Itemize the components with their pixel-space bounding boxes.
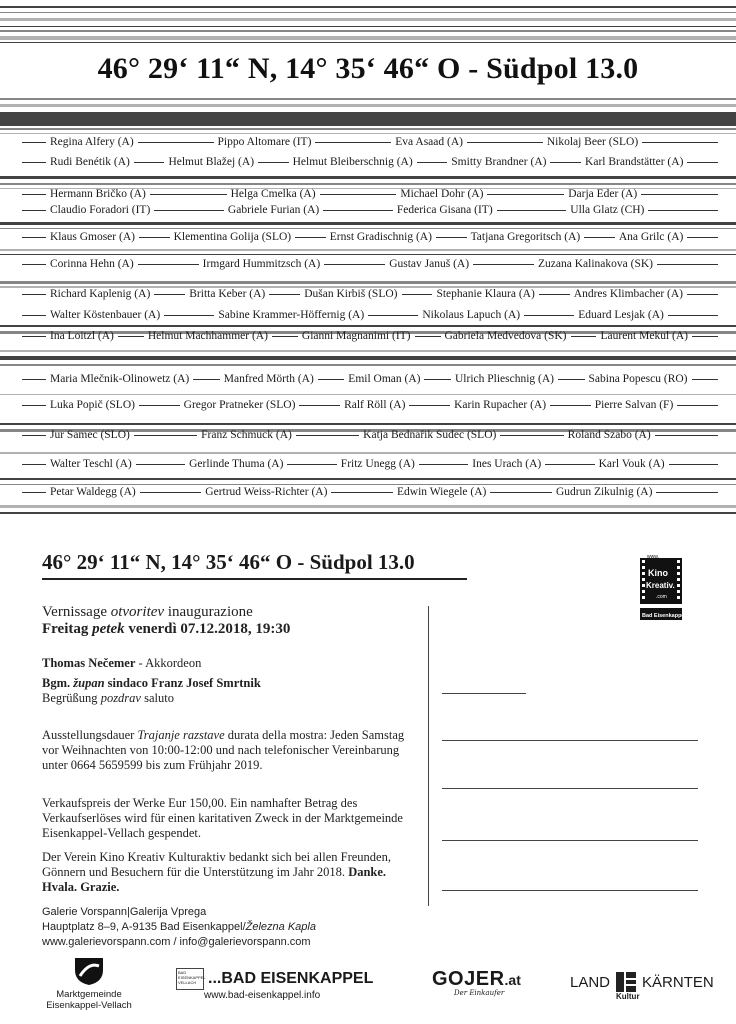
address-line-4 [442, 840, 698, 841]
artist-name: Emil Oman (A) [348, 373, 421, 385]
artist-name: Klaus Gmoser (A) [50, 231, 135, 243]
row-rule [490, 492, 552, 493]
row-rule [22, 142, 46, 143]
decorative-stripe [0, 6, 736, 8]
artist-name: Laurent Mekul (A) [600, 330, 688, 342]
bad-eisenkappel-logo [176, 968, 373, 1001]
kino-logo-www: www. [647, 554, 659, 560]
row-rule [136, 464, 185, 465]
row-rule [320, 194, 397, 195]
decorative-stripe [0, 36, 736, 40]
artist-name: Federica Gisana (IT) [396, 204, 493, 216]
artist-row [22, 134, 722, 150]
artist-name: Gabriela Medvedova (SK) [444, 330, 567, 342]
row-rule [138, 264, 199, 265]
greeting-line: Begrüßung pozdrav saluto [42, 691, 174, 705]
date-line: Freitag petek venerdì 07.12.2018, 19:30 [42, 621, 291, 637]
row-rule [656, 492, 718, 493]
decorative-stripe [0, 18, 736, 21]
row-rule [655, 435, 718, 436]
vernissage-line: Vernissage otvoritev inaugurazione [42, 604, 253, 620]
artist-row [22, 307, 722, 323]
decorative-stripe [0, 12, 736, 13]
row-rule [22, 464, 46, 465]
row-rule [424, 379, 451, 380]
artist-name: Sabina Popescu (RO) [588, 373, 688, 385]
artist-row [22, 456, 722, 472]
sales-paragraph: Verkaufspreis der Werke Eur 150,00. Ein namhafter Betrag des Verkaufserlöses wird für einen karitativen Zweck in der Marktgemeinde Eisenkappel-Vellach gespendet. [42, 796, 403, 840]
artist-name: Corinna Hehn (A) [50, 258, 134, 270]
poster-title: 46° 29‘ 11“ N, 14° 35‘ 46“ O - Südpol 13.0 [97, 52, 639, 85]
artist-name: Roland Szabo (A) [567, 429, 651, 441]
decorative-stripe [0, 183, 736, 185]
artist-name: Karin Rupacher (A) [454, 399, 547, 411]
music-line: Thomas Nečemer - Akkordeon [42, 656, 202, 670]
row-rule [150, 194, 227, 195]
artist-name: Helmut Blažej (A) [168, 156, 255, 168]
row-rule [550, 162, 581, 163]
gojer-logo: GOJER.at Der Einkaufer [432, 968, 521, 997]
artist-name: Zuzana Kalinakova (SK) [538, 258, 653, 270]
artist-name: Gertrud Weiss-Richter (A) [205, 486, 328, 498]
row-rule [368, 315, 418, 316]
bad-eisenkappel-label: ...BAD EISENKAPPEL [208, 970, 374, 987]
row-rule [497, 210, 567, 211]
artist-name: Regina Alfery (A) [50, 136, 134, 148]
row-rule [22, 405, 46, 406]
decorative-stripe [0, 30, 736, 32]
row-rule [22, 162, 46, 163]
thanks-paragraph: Der Verein Kino Kreativ Kulturaktiv bedankt sich bei allen Freunden, Gönnern und Besuchern für die Unterstützung im Jahr 2018. Danke. Hvala. Grazie. [42, 850, 391, 894]
row-rule [642, 142, 718, 143]
artist-name: Ernst Gradischnig (A) [329, 231, 432, 243]
row-rule [315, 142, 391, 143]
row-rule [677, 405, 718, 406]
artist-name: Gregor Pratneker (SLO) [183, 399, 296, 411]
row-rule [419, 464, 468, 465]
artist-name: Nikolaus Lapuch (A) [422, 309, 521, 321]
row-rule [140, 492, 202, 493]
artist-name: Irmgard Hummitzsch (A) [202, 258, 321, 270]
artist-name: Maria Mlečnik-Olinowetz (A) [50, 373, 190, 385]
address-line-3 [442, 788, 698, 789]
row-rule [539, 294, 570, 295]
artist-name: Walter Köstenbauer (A) [50, 309, 161, 321]
artist-name: Gabriele Furian (A) [227, 204, 320, 216]
row-rule [22, 336, 46, 337]
decorative-stripe [0, 452, 736, 454]
row-rule [558, 379, 585, 380]
artist-name: Britta Keber (A) [189, 288, 266, 300]
row-rule [641, 194, 718, 195]
artist-row [22, 371, 722, 387]
row-rule [296, 435, 359, 436]
decorative-stripe [0, 478, 736, 480]
artist-name: Darja Eder (A) [568, 188, 638, 200]
decorative-stripe [0, 26, 736, 27]
decorative-stripe [0, 423, 736, 425]
artist-name: Pierre Salvan (F) [594, 399, 674, 411]
artist-name: Eduard Lesjak (A) [578, 309, 664, 321]
marktgemeinde-logo [44, 956, 134, 1011]
artist-row [22, 229, 722, 245]
row-rule [648, 210, 718, 211]
row-rule [299, 405, 340, 406]
row-rule [269, 294, 300, 295]
artist-name: Helmut Machhammer (A) [147, 330, 268, 342]
row-rule [22, 315, 46, 316]
artist-row [22, 186, 722, 202]
invitation-title: 46° 29‘ 11“ N, 14° 35‘ 46“ O - Südpol 13.0 [42, 550, 415, 574]
artist-name: Michael Dohr (A) [400, 188, 484, 200]
bad-eisenkappel-small-logo: BAD EISENKAPPEL VELLACH [176, 968, 204, 990]
row-rule [500, 435, 563, 436]
row-rule [487, 194, 564, 195]
kultur-label: Kultur [616, 992, 640, 1001]
row-rule [22, 435, 46, 436]
row-rule [415, 336, 441, 337]
artist-name: Gianni Magnanimi (IT) [301, 330, 411, 342]
artist-name: Jur Samec (SLO) [50, 429, 130, 441]
artist-name: Ulrich Plieschnig (A) [454, 373, 554, 385]
decorative-stripe [0, 176, 736, 179]
decorative-stripe [0, 98, 736, 100]
artist-name: Pippo Altomare (IT) [217, 136, 312, 148]
artist-name: Katja Bednařik Sudec (SLO) [363, 429, 497, 441]
artist-name: Karl Vouk (A) [598, 458, 665, 470]
row-rule [467, 142, 543, 143]
artist-name: Helmut Bleiberschnig (A) [292, 156, 413, 168]
row-rule [571, 336, 597, 337]
artist-name: Luka Popič (SLO) [50, 399, 135, 411]
kino-logo-line1: Kino [648, 568, 668, 578]
artist-name: Ralf Röll (A) [344, 399, 406, 411]
row-rule [134, 435, 197, 436]
decorative-stripe [0, 112, 736, 126]
row-rule [687, 294, 718, 295]
row-rule [258, 162, 289, 163]
row-rule [417, 162, 448, 163]
row-rule [295, 237, 326, 238]
row-rule [22, 492, 46, 493]
artist-name: Nikolaj Beer (SLO) [546, 136, 639, 148]
row-rule [323, 210, 393, 211]
row-rule [134, 162, 165, 163]
greeting-block [42, 676, 412, 706]
land-kaernten-logo: LAND KÄRNTEN Kultur [570, 973, 714, 1001]
decorative-stripe [0, 325, 736, 327]
row-rule [139, 237, 170, 238]
row-rule [22, 210, 46, 211]
row-rule [193, 379, 220, 380]
decorative-stripe [0, 249, 736, 251]
row-rule [154, 294, 185, 295]
row-rule [550, 405, 591, 406]
artist-name: Gustav Januš (A) [389, 258, 470, 270]
artist-name: Edwin Wiegele (A) [397, 486, 487, 498]
artist-name: Dušan Kirbiš (SLO) [304, 288, 398, 300]
row-rule [692, 379, 719, 380]
row-rule [22, 194, 46, 195]
address-line-5 [442, 890, 698, 891]
row-rule [409, 405, 450, 406]
kaernten-emblem-icon [616, 972, 636, 992]
gallery-name: Galerie Vorspann|Galerija Vprega [42, 906, 207, 918]
gallery-address: Hauptplatz 8–9, A-9135 Bad Eisenkappel/Železna Kapla [42, 921, 316, 933]
decorative-stripe [0, 356, 736, 360]
row-rule [22, 294, 46, 295]
row-rule [436, 237, 467, 238]
postcard-divider [428, 606, 429, 906]
artist-name: Franz Schmuck (A) [201, 429, 292, 441]
row-rule [687, 237, 718, 238]
kino-logo-place: Bad Eisenkappel [642, 613, 686, 619]
artist-name: Gerlinde Thuma (A) [189, 458, 284, 470]
row-rule [154, 210, 224, 211]
row-rule [524, 315, 574, 316]
artist-name: Richard Kaplenig (A) [50, 288, 151, 300]
row-rule [692, 336, 718, 337]
row-rule [164, 315, 214, 316]
kino-logo-com: .com [656, 594, 667, 600]
row-rule [324, 264, 385, 265]
row-rule [669, 464, 718, 465]
row-rule [138, 142, 214, 143]
artist-name: Karl Brandstätter (A) [585, 156, 684, 168]
artist-name: Helga Cmelka (A) [230, 188, 316, 200]
artist-row [22, 256, 722, 272]
artist-row [22, 154, 722, 170]
address-line-2 [442, 740, 698, 741]
kino-kreativ-logo [636, 552, 686, 624]
row-rule [118, 336, 144, 337]
artist-name: Fritz Unegg (A) [340, 458, 415, 470]
row-rule [584, 237, 615, 238]
row-rule [668, 315, 718, 316]
decorative-stripe [0, 281, 736, 284]
artist-name: Manfred Mörth (A) [223, 373, 314, 385]
kino-logo-line2: Kreativ. [646, 581, 675, 590]
decorative-stripe [0, 104, 736, 107]
artist-name: Ulla Glatz (CH) [570, 204, 645, 216]
row-rule [473, 264, 534, 265]
decorative-stripe [0, 364, 736, 366]
mayor-line: Bgm. župan sindaco Franz Josef Smrtnik [42, 676, 261, 690]
row-rule [402, 294, 433, 295]
decorative-stripe [0, 128, 736, 130]
artist-name: Ines Urach (A) [472, 458, 542, 470]
artist-name: Ina Loitzl (A) [50, 330, 114, 342]
decorative-stripe [0, 394, 736, 395]
artist-name: Ana Grilc (A) [618, 231, 684, 243]
decorative-stripe [0, 350, 736, 352]
row-rule [331, 492, 393, 493]
artist-name: Petar Waldegg (A) [50, 486, 136, 498]
artist-name: Sabine Krammer-Höffernig (A) [218, 309, 365, 321]
artist-row [22, 484, 722, 500]
row-rule [545, 464, 594, 465]
decorative-stripe [0, 505, 736, 508]
gallery-web: www.galerievorspann.com / info@galerievorspann.com [42, 936, 311, 948]
row-rule [22, 264, 46, 265]
artist-name: Tatjana Gregoritsch (A) [470, 231, 581, 243]
artist-name: Klementina Golija (SLO) [173, 231, 292, 243]
artist-row [22, 286, 722, 302]
row-rule [272, 336, 298, 337]
artist-name: Stephanie Klaura (A) [436, 288, 535, 300]
gojer-tagline: Der Einkaufer [454, 989, 505, 997]
bad-eisenkappel-url: www.bad-eisenkappel.info [204, 990, 321, 1001]
artist-name: Smitty Brandner (A) [451, 156, 547, 168]
row-rule [22, 379, 46, 380]
decorative-stripe [0, 42, 736, 43]
artist-name: Walter Teschl (A) [50, 458, 132, 470]
row-rule [657, 264, 718, 265]
artist-row [22, 202, 722, 218]
title-underline [42, 578, 467, 580]
artist-row [22, 397, 722, 413]
row-rule [139, 405, 180, 406]
duration-paragraph: Ausstellungsdauer Trajanje razstave durata della mostra: Jeden Samstag vor Weihnachten von 10:00-12:00 und nach telefonischer Vereinbarung unter 0664 5659599 bis zum Frühjahr 2019. [42, 728, 405, 772]
decorative-stripe [0, 512, 736, 514]
row-rule [687, 162, 718, 163]
address-line-1 [442, 693, 526, 694]
decorative-stripe [0, 222, 736, 225]
artist-name: Andres Klimbacher (A) [573, 288, 684, 300]
artist-name: Claudio Foradori (IT) [50, 204, 151, 216]
coat-of-arms-icon [72, 956, 106, 986]
artist-name: Hermann Bričko (A) [50, 188, 146, 200]
artist-name: Eva Asaad (A) [395, 136, 463, 148]
artist-row [22, 427, 722, 443]
marktgemeinde-label: Marktgemeinde Eisenkappel-Vellach [46, 989, 132, 1011]
artist-name: Gudrun Zikulnig (A) [555, 486, 653, 498]
row-rule [287, 464, 336, 465]
artist-name: Rudi Benétik (A) [50, 156, 130, 168]
row-rule [318, 379, 345, 380]
artist-row [22, 328, 722, 344]
decorative-stripe [0, 254, 736, 255]
row-rule [22, 237, 46, 238]
